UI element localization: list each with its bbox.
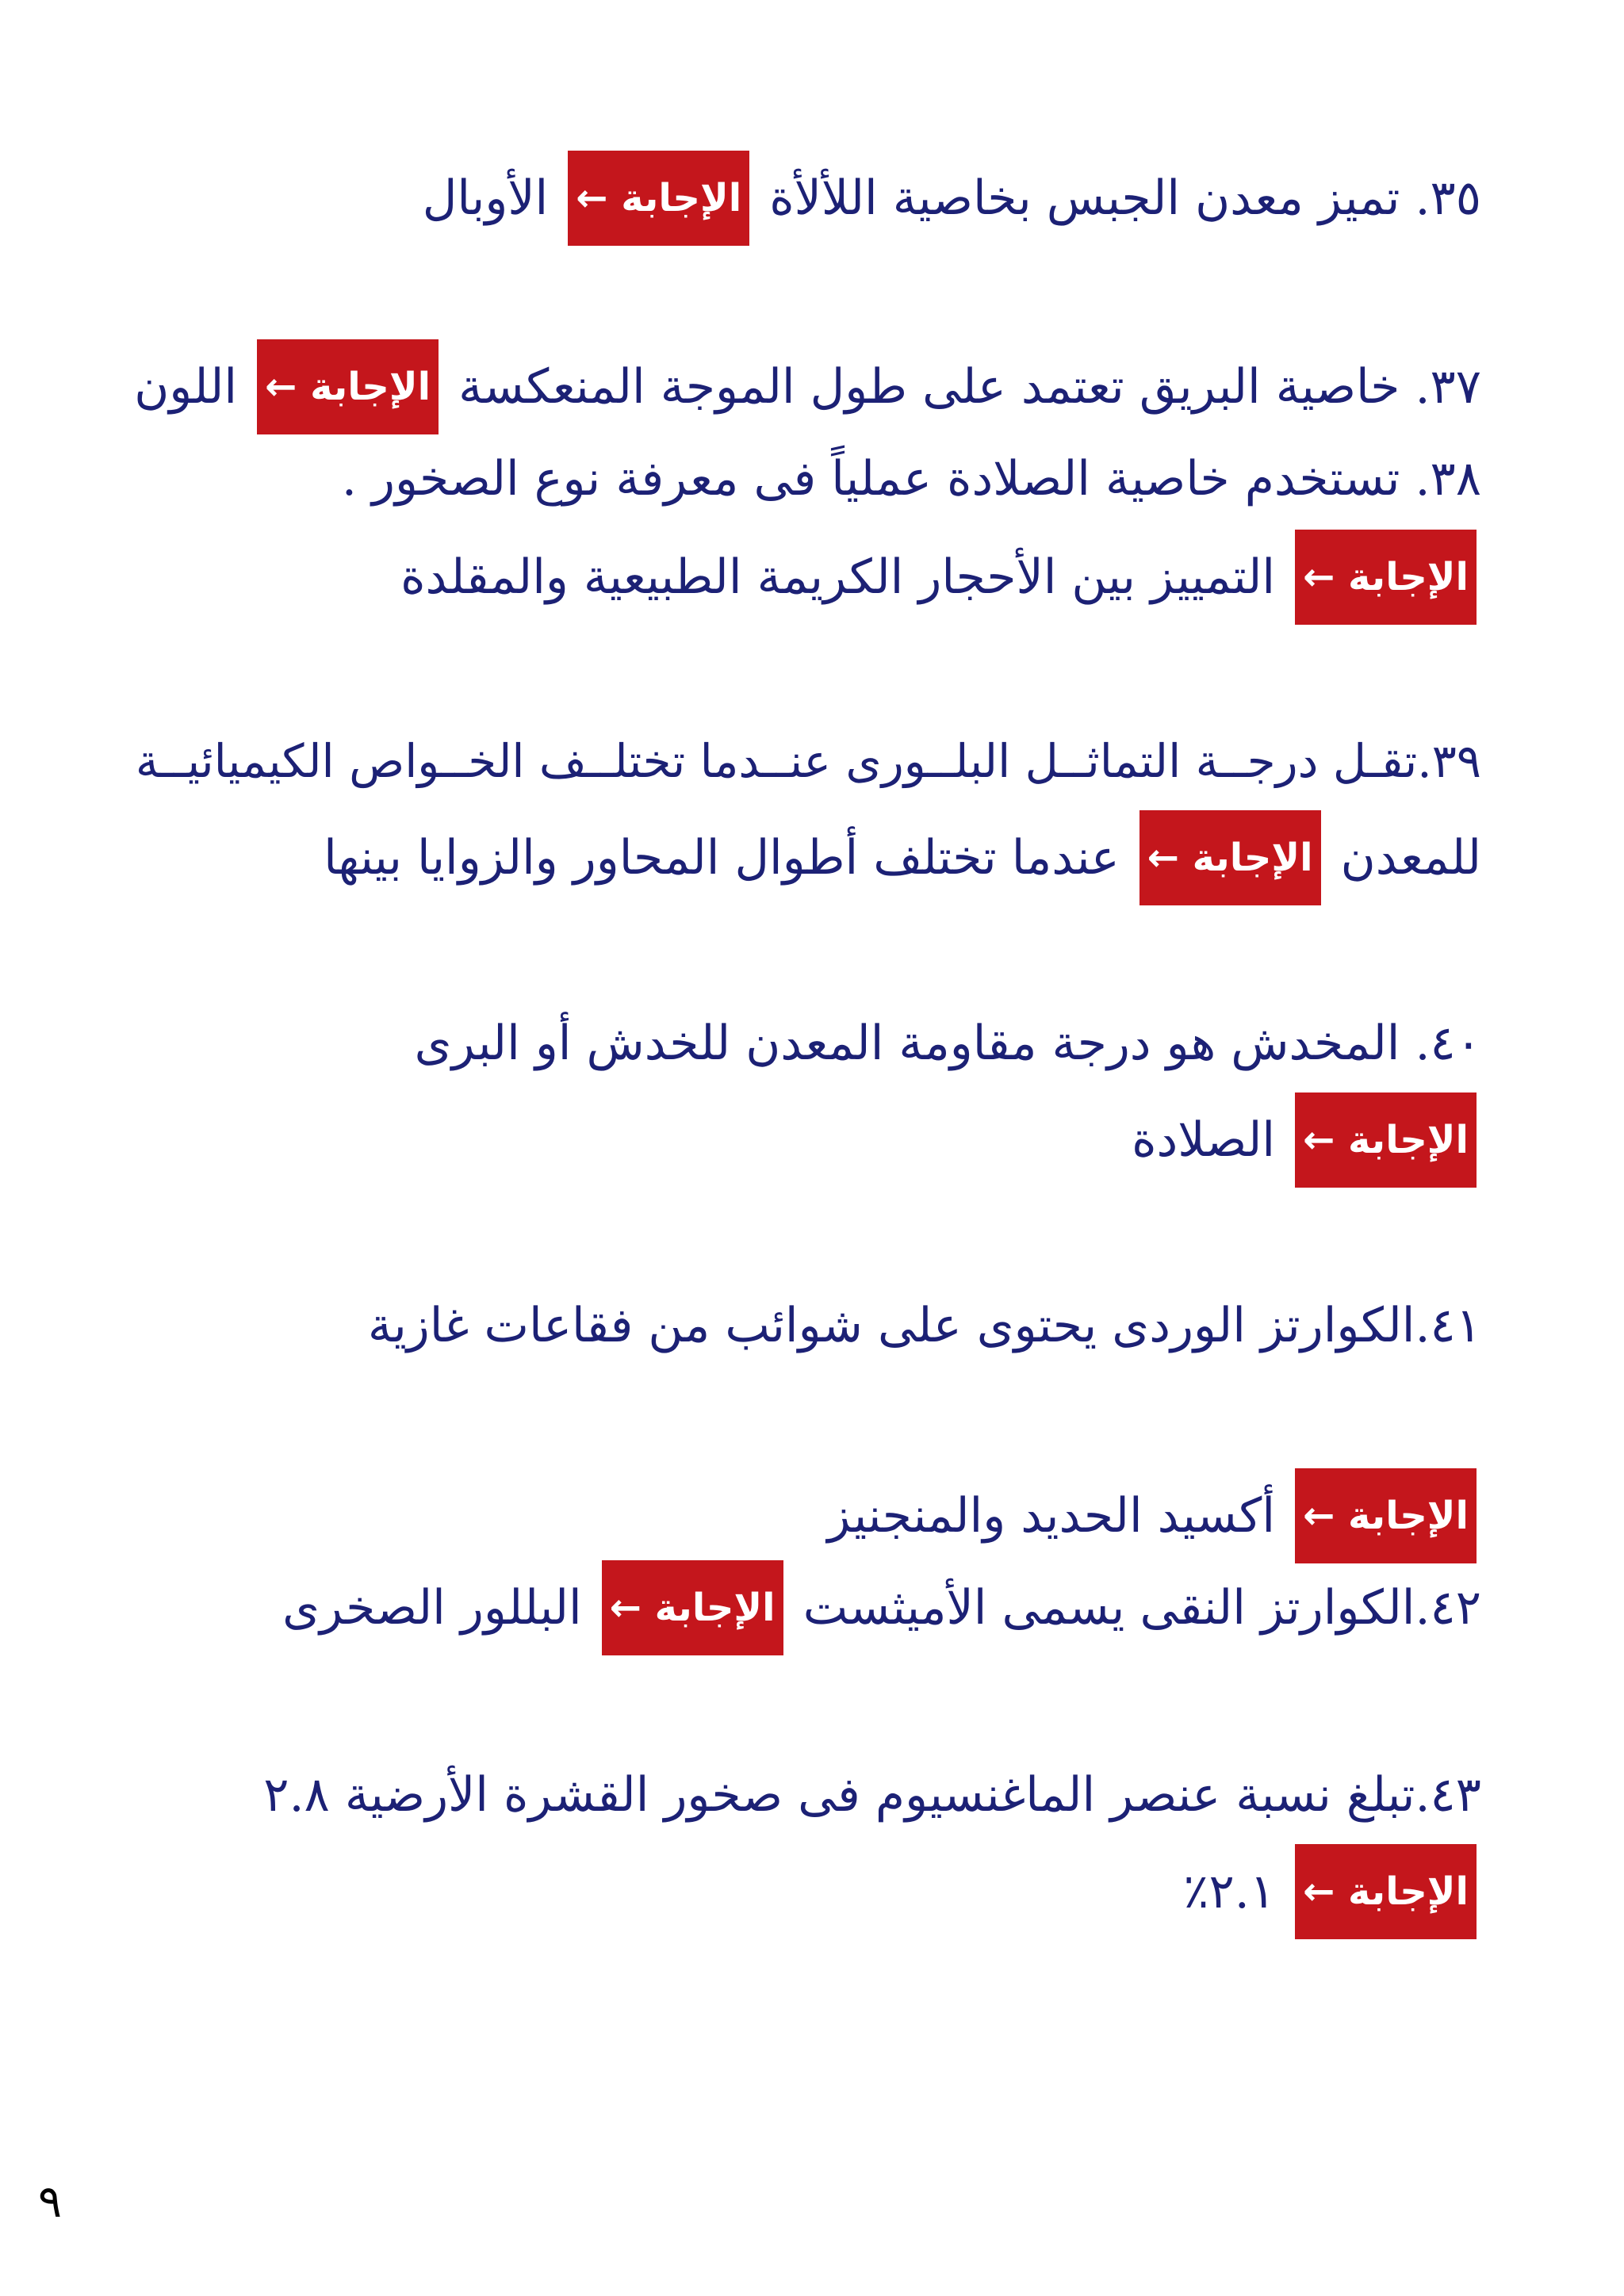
question-40-line	[415, 996, 1481, 1091]
answer-40-text: الصلادة	[1132, 1112, 1276, 1168]
question-38-line	[342, 431, 1481, 526]
question-42-line	[282, 1560, 1481, 1655]
answer-37-text: اللون	[134, 359, 238, 415]
question-35-line	[423, 151, 1481, 246]
question-39-line	[136, 714, 1481, 809]
question-38-text: ٣٨. تستخدم خاصية الصلادة عملياً فى معرفة نوع الصخور .	[341, 451, 1481, 507]
question-42-text: ٤٢.الكوارتز النقى يسمى الأميثست	[802, 1580, 1481, 1636]
question-35-text: ٣٥. تميز معدن الجبس بخاصية اللألأة	[769, 170, 1481, 226]
answer-43-line	[1183, 1844, 1481, 1939]
answer-38-text: التمييز بين الأحجار الكريمة الطبيعية والمقلدة	[400, 549, 1276, 605]
answer-label: الإجابة ←	[257, 339, 439, 434]
question-40-text: ٤٠. المخدش هو درجة مقاومة المعدن للخدش أو البرى	[414, 1016, 1481, 1071]
question-37-line	[134, 339, 1481, 434]
answer-42-text: البللور الصخرى	[282, 1580, 582, 1636]
answer-label: الإجابة ←	[1295, 530, 1477, 625]
page-number: ٩	[38, 2176, 63, 2228]
question-43-line	[263, 1747, 1481, 1843]
question-41-line	[368, 1278, 1481, 1373]
answer-41-text: أكسيد الحديد والمنجنيز	[827, 1488, 1276, 1544]
question-39-text: ٣٩.تقـل درجــة التماثــل البلــورى عنــدما تختلــف الخــواص الكيميائيــة	[135, 734, 1481, 788]
answer-43-text: ٢.١٪	[1183, 1864, 1276, 1919]
answer-35-text: الأوبال	[422, 170, 549, 226]
answer-39-line	[324, 810, 1481, 905]
answer-label: الإجابة ←	[568, 151, 749, 246]
answer-40-line	[1132, 1093, 1481, 1188]
answer-label: الإجابة ←	[1295, 1468, 1477, 1563]
question-39-text-cont: للمعدن	[1340, 830, 1481, 886]
question-37-text: ٣٧. خاصية البريق تعتمد على طول الموجة المنعكسة	[458, 359, 1481, 415]
answer-39-text: عندما تختلف أطوال المحاور والزوايا بينها	[324, 830, 1120, 886]
answer-38-line	[400, 530, 1481, 625]
answer-label: الإجابة ←	[1139, 810, 1321, 905]
answer-41-line	[827, 1468, 1481, 1563]
question-43-text: ٤٣.تبلغ نسبة عنصر الماغنسيوم فى صخور القشرة الأرضية ٢.٨	[263, 1767, 1481, 1823]
question-41-text: ٤١.الكوارتز الوردى يحتوى على شوائب من فقاعات غازية	[367, 1298, 1481, 1353]
answer-label: الإجابة ←	[1295, 1844, 1477, 1939]
answer-label: الإجابة ←	[1295, 1093, 1477, 1188]
answer-label: الإجابة ←	[602, 1560, 783, 1655]
